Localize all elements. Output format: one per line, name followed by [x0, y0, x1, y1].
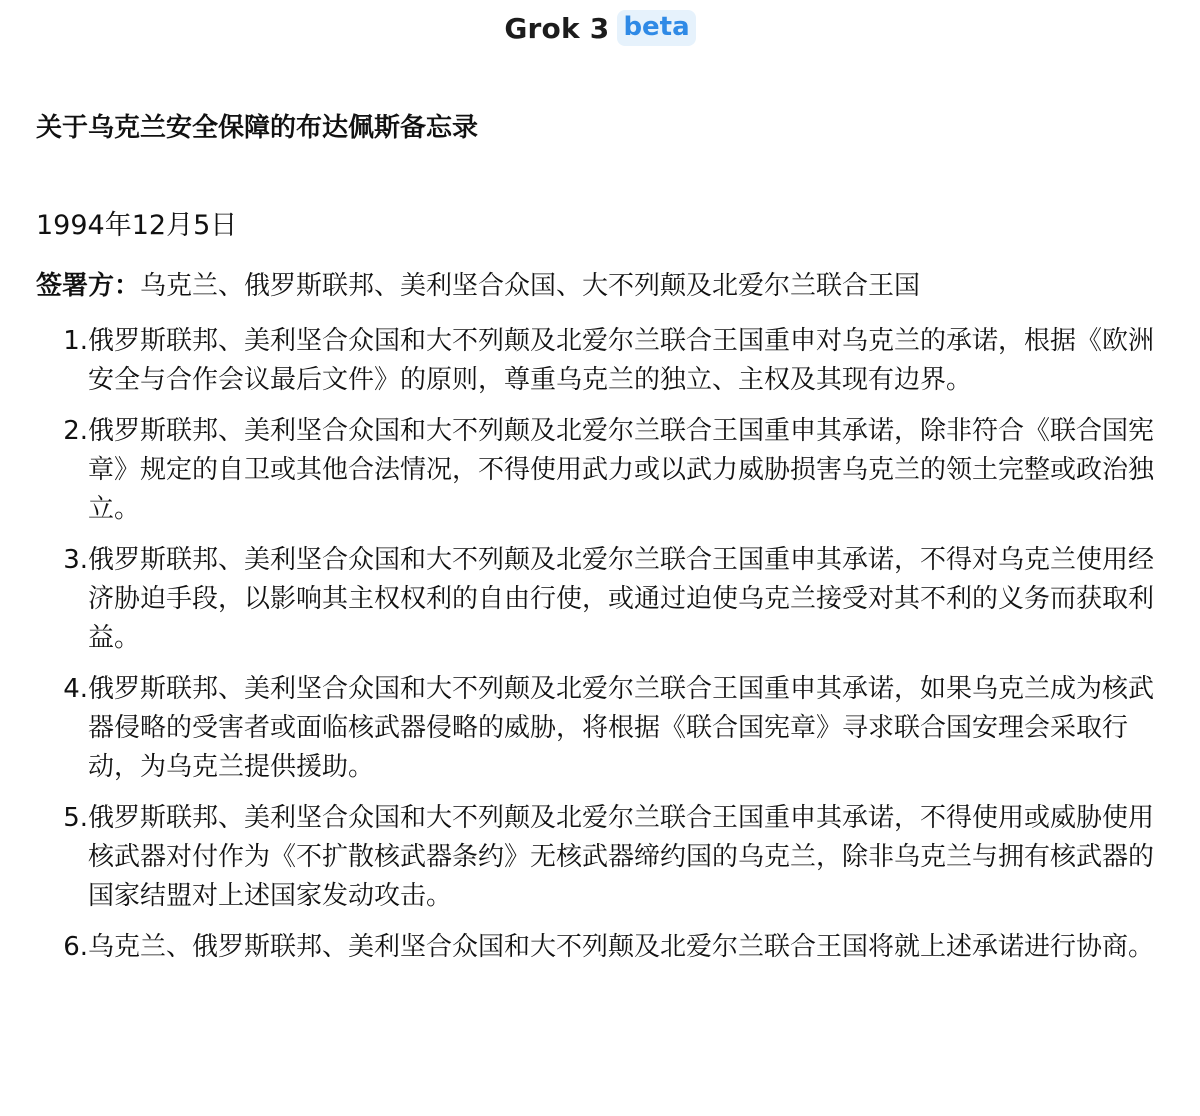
clause-number: 4.	[63, 674, 88, 704]
document-title: 关于乌克兰安全保障的布达佩斯备忘录	[36, 113, 479, 143]
signatories-line	[36, 266, 1176, 306]
clause-item-1	[36, 322, 1176, 400]
document-date: 1994年12月5日	[36, 210, 238, 241]
app-header	[0, 0, 1200, 56]
clause-item-6	[36, 928, 1176, 967]
clause-text: 俄罗斯联邦、美利坚合众国和大不列颠及北爱尔兰联合王国重申其承诺，除非符合《联合国宪章》规定的自卫或其他合法情况，不得使用武力或以武力威胁损害乌克兰的领土完整或政治独立。	[88, 416, 1155, 524]
clause-text: 乌克兰、俄罗斯联邦、美利坚合众国和大不列颠及北爱尔兰联合王国将就上述承诺进行协商。	[88, 932, 1155, 962]
clause-item-3	[36, 541, 1176, 658]
app-title: Grok 3	[504, 11, 610, 45]
clause-number: 1.	[63, 326, 88, 356]
clause-list	[36, 322, 1176, 967]
clause-item-5	[36, 799, 1176, 916]
clause-number: 3.	[63, 545, 88, 575]
signatories-value: 乌克兰、俄罗斯联邦、美利坚合众国、大不列颠及北爱尔兰联合王国	[140, 271, 921, 301]
clause-number: 5.	[63, 803, 88, 833]
clause-item-2	[36, 412, 1176, 529]
clause-item-4	[36, 670, 1176, 787]
clause-text: 俄罗斯联邦、美利坚合众国和大不列颠及北爱尔兰联合王国重申对乌克兰的承诺，根据《欧洲安全与合作会议最后文件》的原则，尊重乌克兰的独立、主权及其现有边界。	[88, 326, 1155, 395]
document-content	[36, 110, 1176, 979]
clause-number: 6.	[63, 932, 88, 962]
clause-text: 俄罗斯联邦、美利坚合众国和大不列颠及北爱尔兰联合王国重申其承诺，如果乌克兰成为核武器侵略的受害者或面临核武器侵略的威胁，将根据《联合国宪章》寻求联合国安理会采取行动，为乌克兰提供援助。	[88, 674, 1155, 782]
clause-text: 俄罗斯联邦、美利坚合众国和大不列颠及北爱尔兰联合王国重申其承诺，不得使用或威胁使用核武器对付作为《不扩散核武器条约》无核武器缔约国的乌克兰，除非乌克兰与拥有核武器的国家结盟对上述国家发动攻击。	[88, 803, 1155, 911]
brand	[504, 10, 695, 46]
clause-number: 2.	[63, 416, 88, 446]
beta-badge: beta	[617, 10, 695, 46]
clause-text: 俄罗斯联邦、美利坚合众国和大不列颠及北爱尔兰联合王国重申其承诺，不得对乌克兰使用经济胁迫手段，以影响其主权权利的自由行使，或通过迫使乌克兰接受对其不利的义务而获取利益。	[88, 545, 1155, 653]
signatories-label: 签署方：	[36, 271, 141, 301]
